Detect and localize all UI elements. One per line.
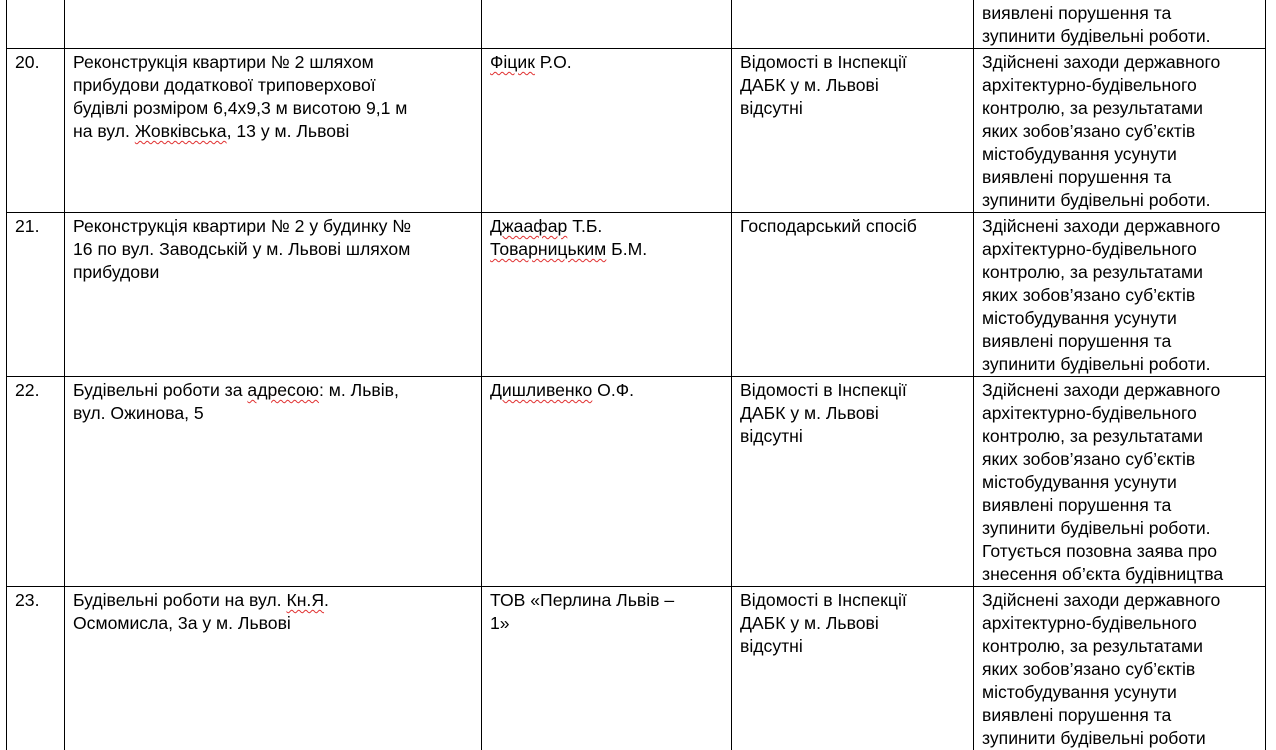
text-segment: яких зобов’язано суб’єктів xyxy=(982,449,1195,469)
cell-text-line xyxy=(490,612,726,635)
text-segment: містобудування усунути xyxy=(982,308,1177,328)
cell-text-line xyxy=(490,51,726,74)
cell-text-line xyxy=(982,425,1260,448)
table-row xyxy=(7,213,1266,377)
text-segment: Б.М. xyxy=(606,239,647,259)
cell-text-line xyxy=(73,261,476,284)
cell-text-line xyxy=(73,215,476,238)
cell-text-line xyxy=(982,589,1260,612)
cell-text-line xyxy=(982,353,1260,376)
text-segment: Будівельні роботи за xyxy=(73,380,247,400)
text-segment: прибудови додаткової триповерхової xyxy=(73,75,376,95)
text-segment: Здійснені заходи державного xyxy=(982,380,1220,400)
text-segment: виявлені порушення та xyxy=(982,495,1171,515)
text-segment: О.Ф. xyxy=(592,380,634,400)
text-segment: виявлені порушення та xyxy=(982,705,1171,725)
text-segment: ДАБК у м. Львові xyxy=(740,613,879,633)
row-number-cell xyxy=(7,377,65,587)
cell-text-line xyxy=(982,540,1260,563)
cell-text-line xyxy=(982,166,1260,189)
text-segment: контролю, за результатами xyxy=(982,98,1203,118)
cell-text-line xyxy=(740,612,968,635)
object-name-cell xyxy=(65,587,482,750)
cell-text-line xyxy=(982,658,1260,681)
cell-text-line xyxy=(982,74,1260,97)
table-row xyxy=(7,0,1266,49)
cell-text-line xyxy=(982,563,1260,586)
text-segment: на вул. xyxy=(73,121,135,141)
object-name-cell xyxy=(65,49,482,213)
text-segment: містобудування усунути xyxy=(982,472,1177,492)
text-segment: будівлі розміром 6,4х9,3 м висотою 9,1 м xyxy=(73,98,407,118)
text-segment: Відомості в Інспекції xyxy=(740,380,907,400)
cell-text-line xyxy=(982,448,1260,471)
cell-text-line xyxy=(73,238,476,261)
table-row xyxy=(7,377,1266,587)
cell-text-line xyxy=(73,402,476,425)
cell-text-line xyxy=(982,51,1260,74)
cell-text-line xyxy=(982,120,1260,143)
text-segment: яких зобов’язано суб’єктів xyxy=(982,659,1195,679)
cell-text-line xyxy=(982,471,1260,494)
text-segment: , 13 у м. Львові xyxy=(227,121,350,141)
text-segment: архітектурно-будівельного xyxy=(982,75,1197,95)
cell-text-line xyxy=(982,284,1260,307)
developer-cell xyxy=(482,377,732,587)
cell-text-line xyxy=(73,379,476,402)
spellcheck-flagged-word: адресою xyxy=(247,380,319,400)
developer-cell xyxy=(482,0,732,49)
text-segment: . xyxy=(324,590,329,610)
developer-cell xyxy=(482,49,732,213)
spellcheck-flagged-word: Фіцик xyxy=(490,52,535,72)
cell-text-line xyxy=(73,97,476,120)
text-segment: яких зобов’язано суб’єктів xyxy=(982,285,1195,305)
text-segment: зупинити будівельні роботи. xyxy=(982,190,1211,210)
cell-text-line xyxy=(982,215,1260,238)
text-segment: контролю, за результатами xyxy=(982,262,1203,282)
cell-text-line xyxy=(982,635,1260,658)
cell-text-line xyxy=(982,330,1260,353)
developer-cell xyxy=(482,213,732,377)
text-segment: виявлені порушення та xyxy=(982,3,1171,23)
object-name-cell xyxy=(65,0,482,49)
text-segment: ДАБК у м. Львові xyxy=(740,403,879,423)
cell-text-line xyxy=(490,379,726,402)
text-segment: контролю, за результатами xyxy=(982,636,1203,656)
construction-violations-table xyxy=(6,0,1266,750)
text-segment: зупинити будівельні роботи xyxy=(982,728,1206,748)
row-number-cell xyxy=(7,587,65,750)
control-measures-cell xyxy=(974,213,1266,377)
text-segment: Осмомисла, 3а у м. Львові xyxy=(73,613,291,633)
cell-text-line xyxy=(982,379,1260,402)
cell-text-line xyxy=(982,612,1260,635)
text-segment: містобудування усунути xyxy=(982,144,1177,164)
cell-text-line xyxy=(490,215,726,238)
text-segment: ДАБК у м. Львові xyxy=(740,75,879,95)
text-segment: архітектурно-будівельного xyxy=(982,613,1197,633)
cell-text-line xyxy=(73,589,476,612)
table-body xyxy=(7,0,1266,750)
text-segment: 16 по вул. Заводській у м. Львові шляхом xyxy=(73,239,410,259)
cell-text-line xyxy=(982,402,1260,425)
text-segment: виявлені порушення та xyxy=(982,331,1171,351)
cell-text-line xyxy=(982,517,1260,540)
cell-text-line xyxy=(740,51,968,74)
row-number-cell xyxy=(7,0,65,49)
cell-text-line xyxy=(73,120,476,143)
text-segment: Господарський спосіб xyxy=(740,216,917,236)
cell-text-line xyxy=(740,379,968,402)
cell-text-line xyxy=(982,238,1260,261)
permit-info-cell xyxy=(732,377,974,587)
object-name-cell xyxy=(65,377,482,587)
text-segment: містобудування усунути xyxy=(982,682,1177,702)
row-number: 23. xyxy=(15,589,59,612)
text-segment: ТОВ «Перлина Львів – xyxy=(490,590,674,610)
text-segment: Відомості в Інспекції xyxy=(740,590,907,610)
control-measures-cell xyxy=(974,0,1266,49)
cell-text-line xyxy=(982,307,1260,330)
text-segment: прибудови xyxy=(73,262,159,282)
cell-text-line xyxy=(982,261,1260,284)
text-segment: зупинити будівельні роботи. xyxy=(982,26,1211,46)
text-segment: Будівельні роботи на вул. xyxy=(73,590,286,610)
text-segment: Здійснені заходи державного xyxy=(982,52,1220,72)
cell-text-line xyxy=(982,704,1260,727)
control-measures-cell xyxy=(974,587,1266,750)
permit-info-cell xyxy=(732,213,974,377)
control-measures-cell xyxy=(974,377,1266,587)
permit-info-cell xyxy=(732,587,974,750)
cell-text-line xyxy=(73,51,476,74)
cell-text-line xyxy=(740,635,968,658)
cell-text-line xyxy=(490,589,726,612)
text-segment: знесення об’єкта будівництва xyxy=(982,564,1223,584)
cell-text-line xyxy=(73,612,476,635)
row-number: 21. xyxy=(15,215,59,238)
cell-text-line xyxy=(982,727,1260,750)
cell-text-line xyxy=(740,402,968,425)
row-number: 20. xyxy=(15,51,59,74)
text-segment: : м. Львів, xyxy=(319,380,399,400)
text-segment: контролю, за результатами xyxy=(982,426,1203,446)
spellcheck-flagged-word: Дишливенко xyxy=(490,380,592,400)
text-segment: архітектурно-будівельного xyxy=(982,403,1197,423)
spellcheck-flagged-word: Кн.Я xyxy=(286,590,324,610)
row-number-cell xyxy=(7,213,65,377)
cell-text-line xyxy=(73,74,476,97)
text-segment: Реконструкція квартири № 2 шляхом xyxy=(73,52,374,72)
cell-text-line xyxy=(982,25,1260,48)
cell-text-line xyxy=(740,97,968,120)
spellcheck-flagged-word: Жовківська xyxy=(135,121,227,141)
text-segment: 1» xyxy=(490,613,510,633)
cell-text-line xyxy=(982,681,1260,704)
cell-text-line xyxy=(982,494,1260,517)
text-segment: яких зобов’язано суб’єктів xyxy=(982,121,1195,141)
text-segment: зупинити будівельні роботи. xyxy=(982,518,1211,538)
cell-text-line xyxy=(740,425,968,448)
cell-text-line xyxy=(982,143,1260,166)
row-number: 22. xyxy=(15,379,59,402)
control-measures-cell xyxy=(974,49,1266,213)
text-segment: Здійснені заходи державного xyxy=(982,590,1220,610)
permit-info-cell xyxy=(732,0,974,49)
developer-cell xyxy=(482,587,732,750)
text-segment: Реконструкція квартири № 2 у будинку № xyxy=(73,216,411,236)
text-segment: зупинити будівельні роботи. xyxy=(982,354,1211,374)
text-segment: вул. Ожинова, 5 xyxy=(73,403,204,423)
spellcheck-flagged-word: Товарницьким xyxy=(490,239,606,259)
cell-text-line xyxy=(982,97,1260,120)
cell-text-line xyxy=(982,189,1260,212)
cell-text-line xyxy=(490,238,726,261)
text-segment: відсутні xyxy=(740,636,803,656)
spellcheck-flagged-word: Джаафар xyxy=(490,216,567,236)
text-segment: відсутні xyxy=(740,426,803,446)
text-segment: Т.Б. xyxy=(567,216,602,236)
table-row xyxy=(7,587,1266,750)
cell-text-line xyxy=(740,74,968,97)
cell-text-line xyxy=(740,215,968,238)
object-name-cell xyxy=(65,213,482,377)
text-segment: відсутні xyxy=(740,98,803,118)
table-row xyxy=(7,49,1266,213)
text-segment: Готується позовна заява про xyxy=(982,541,1217,561)
text-segment: виявлені порушення та xyxy=(982,167,1171,187)
permit-info-cell xyxy=(732,49,974,213)
cell-text-line xyxy=(982,2,1260,25)
text-segment: Відомості в Інспекції xyxy=(740,52,907,72)
text-segment: Р.О. xyxy=(535,52,572,72)
row-number-cell xyxy=(7,49,65,213)
text-segment: архітектурно-будівельного xyxy=(982,239,1197,259)
cell-text-line xyxy=(740,589,968,612)
text-segment: Здійснені заходи державного xyxy=(982,216,1220,236)
